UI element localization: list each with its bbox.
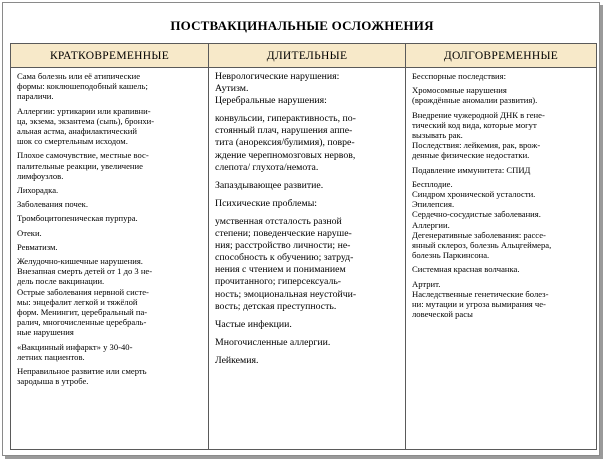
list-item: Лейкемия. bbox=[215, 354, 259, 366]
page-title: ПОСТВАКЦИНАЛЬНЫЕ ОСЛОЖНЕНИЯ bbox=[170, 18, 434, 33]
list-item: Желудочно-кишечные нарушения. Внезапная смерть детей от 1 до 3 не- дель после вакцинации. Острые заболевания нервной систе- мы: энцефалит легкой и тяжёлой форм. Менингит, церебральный па- ралич, многочисленные церебраль- ные нарушения bbox=[17, 256, 153, 338]
list-item: Системная красная волчанка. bbox=[412, 264, 520, 275]
list-item: Подавление иммунитета: СПИД bbox=[412, 164, 531, 175]
list-item: «Вакцинный инфаркт» у 30-40- летних пациентов. bbox=[17, 341, 133, 362]
column-header-short-term: КРАТКОВРЕМЕННЫЕ bbox=[11, 44, 209, 68]
list-item: Многочисленные аллергии. bbox=[215, 336, 331, 348]
list-item: Психические проблемы: bbox=[215, 197, 317, 209]
long-lasting-cell bbox=[209, 68, 406, 450]
complications-table bbox=[10, 43, 597, 450]
header-row bbox=[11, 44, 597, 68]
list-item: Аллергии: уртикарии или крапивни- ца, экзема, экзантема (сыпь), бронхи- альная астма, анафилактический шок со смертельным исходом. bbox=[17, 105, 155, 147]
list-item: Заболевания почек. bbox=[17, 199, 88, 210]
long-term-cell bbox=[406, 68, 597, 450]
content-row bbox=[11, 68, 597, 450]
list-item: Сама болезнь или её атипические формы: коклюшеподобный кашель; параличи. bbox=[17, 71, 148, 102]
list-item: Бесплодие. Синдром хронической усталости. Эпилепсия. Сердечно-сосудистые заболевания. Аллергии. Дегенеративные заболевания: рассе- янный склероз, болезнь Альцгеймера, болезнь Паркинсона. bbox=[412, 178, 552, 261]
list-item: Бесспорные последствия: bbox=[412, 71, 506, 81]
list-item: Плохое самочувствие, местные вос- палительные реакции, увеличение лимфоузлов. bbox=[17, 150, 149, 181]
list-item: Запаздывающее развитие. bbox=[215, 179, 324, 191]
short-term-cell bbox=[11, 68, 209, 450]
list-item: Хромосомные нарушения (врождённые аномалии развития). bbox=[412, 85, 538, 106]
list-item: Неврологические нарушения: Аутизм. Церебральные нарушения: bbox=[215, 71, 340, 107]
list-item: Артрит. Наследственные генетические болез- ни: мутации и угроза вымирания че- ловеческой расы bbox=[412, 278, 549, 320]
list-item: Тромбоцитопеническая пурпура. bbox=[17, 213, 138, 224]
column-header-long-lasting: ДЛИТЕЛЬНЫЕ bbox=[209, 44, 406, 68]
column-header-long-term: ДОЛГОВРЕМЕННЫЕ bbox=[406, 44, 597, 68]
list-item: Отеки. bbox=[17, 227, 42, 238]
list-item: умственная отсталость разной степени; поведенческие наруше- ния; расстройство личности; не- способность к обучению; затруд- нения с чтением и пониманием прочитанного; гиперсексуаль- ность; эмоциональная неустойчи- вость; детская преступность. bbox=[215, 215, 357, 312]
list-item: Внедрение чужеродной ДНК в гене- тический код вида, которые могут вызывать рак. Последствия: лейкемия, рак, врож- денные физические недостатки. bbox=[412, 109, 545, 161]
list-item: Неправильное развитие или смерть зародыша в утробе. bbox=[17, 366, 147, 387]
list-item: Ревматизм. bbox=[17, 241, 58, 252]
list-item: Лихорадка. bbox=[17, 185, 59, 196]
list-item: Частые инфекции. bbox=[215, 318, 292, 330]
list-item: конвульсии, гиперактивность, по- стоянный плач, нарушения аппе- тита (анорексия/булимия), повре- ждение черепномозговых нервов, слепота/ глухота/немота. bbox=[215, 113, 356, 173]
